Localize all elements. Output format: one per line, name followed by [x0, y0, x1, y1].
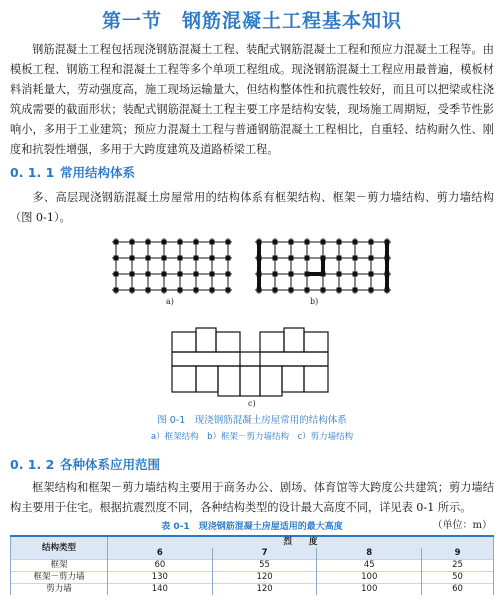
column-node	[162, 288, 167, 293]
section2-text: 框架结构和框架－剪力墙结构主要用于商务办公、剧场、体育馆等大跨度公共建筑；剪力墙结构主要用于住宅。根据抗震烈度不同，各种结构类型的设计最大高度不同，详见表 0-1 所示。	[10, 481, 494, 514]
column-node	[130, 288, 135, 293]
figure-c-label: c)	[248, 399, 256, 408]
section-heading-1	[10, 163, 135, 181]
column-node	[162, 240, 167, 245]
column-node	[114, 288, 119, 293]
column-node	[178, 240, 183, 245]
column-node	[337, 272, 342, 277]
column-node	[353, 272, 358, 277]
column-node	[337, 240, 342, 245]
column-node	[194, 288, 199, 293]
table-cell: 130	[108, 572, 213, 584]
row-type: 框架－剪力墙	[11, 572, 108, 584]
section2-paragraph	[10, 478, 494, 518]
column-node	[289, 256, 294, 261]
section1-paragraph	[10, 188, 494, 228]
table-cell: 50	[422, 572, 494, 584]
col-header-structure-type: 结构类型	[11, 536, 108, 560]
table-cell: 60	[422, 584, 494, 596]
table-cell: 120	[212, 572, 317, 584]
table-cell: 55	[212, 560, 317, 572]
figure-c-shearwall-structure	[170, 326, 330, 398]
section1-text: 多、高层现浇钢筋混凝土房屋常用的结构体系有框架结构、框架－剪力墙结构、剪力墙结构（图 0-1）。	[10, 191, 494, 224]
column-node	[146, 240, 151, 245]
max-height-table	[10, 535, 494, 595]
table-cell: 25	[422, 560, 494, 572]
table-cell: 140	[108, 584, 213, 596]
column-node	[130, 240, 135, 245]
column-node	[210, 288, 215, 293]
column-node	[210, 256, 215, 261]
table-cell: 60	[108, 560, 213, 572]
column-node	[273, 272, 278, 277]
column-node	[289, 288, 294, 293]
table-unit: （单位：m）	[432, 520, 492, 531]
column-node	[369, 272, 374, 277]
column-node	[226, 288, 231, 293]
column-node	[369, 288, 374, 293]
section-title: 常用结构体系	[60, 165, 136, 180]
column-node	[210, 240, 215, 245]
column-node	[146, 288, 151, 293]
column-node	[305, 240, 310, 245]
column-node	[273, 288, 278, 293]
table-row	[11, 572, 494, 584]
figure-b-label: b)	[310, 297, 319, 306]
figure-subcaption: a）框架结构 b）框架－剪力墙结构 c）剪力墙结构	[150, 432, 354, 442]
section-number: 0. 1. 1	[10, 165, 55, 180]
column-node	[273, 256, 278, 261]
column-node	[289, 240, 294, 245]
column-node	[114, 272, 119, 277]
column-node	[353, 288, 358, 293]
row-type: 框架	[11, 560, 108, 572]
column-node	[305, 288, 310, 293]
degree-header: 7	[212, 548, 317, 560]
figure-caption: 图 0-1 现浇钢筋混凝土房屋常用的结构体系	[157, 415, 347, 426]
column-node	[210, 272, 215, 277]
table-row	[11, 560, 494, 572]
figure-a-label: a)	[166, 297, 174, 306]
page-title: 第一节 钢筋混凝土工程基本知识	[101, 10, 402, 32]
column-node	[353, 256, 358, 261]
column-node	[226, 272, 231, 277]
column-node	[337, 256, 342, 261]
intro-paragraph	[10, 40, 494, 160]
row-type: 剪力墙	[11, 584, 108, 596]
table-cell: 120	[212, 584, 317, 596]
column-node	[146, 272, 151, 277]
degree-header: 8	[317, 548, 422, 560]
column-node	[146, 256, 151, 261]
column-node	[178, 288, 183, 293]
degree-header: 9	[422, 548, 494, 560]
column-node	[337, 288, 342, 293]
column-node	[194, 240, 199, 245]
section-heading-2	[10, 455, 160, 473]
column-node	[178, 256, 183, 261]
column-node	[194, 272, 199, 277]
column-node	[289, 272, 294, 277]
intro-text: 钢筋混凝土工程包括现浇钢筋混凝土工程、装配式钢筋混凝土工程和预应力混凝土工程等。由模板工程、钢筋工程和混凝土工程等多个单项工程组成。现浇钢筋混凝土工程应用最普遍，模板材料消耗量大，劳动强度高，施工现场运输量大，但结构整体性和抗震性较好，而且可以把梁或柱浇筑成需要的截面形状；装配式钢筋混凝土工程主要工序是结构安装，现场施工周期短，受季节性影响小，多用于工业建筑；预应力混凝土工程与普通钢筋混凝土工程相比，自重轻、结构耐久性、刚度和抗裂性增强，多用于大跨度建筑及道路桥梁工程。	[10, 43, 494, 156]
column-node	[162, 256, 167, 261]
column-node	[114, 240, 119, 245]
column-node	[114, 256, 119, 261]
column-node	[162, 272, 167, 277]
degree-header: 6	[108, 548, 213, 560]
column-node	[321, 240, 326, 245]
column-node	[226, 256, 231, 261]
table-row	[11, 584, 494, 596]
column-node	[321, 288, 326, 293]
table-title: 表 0-1 现浇钢筋混凝土房屋适用的最大高度	[161, 522, 343, 532]
column-node	[130, 272, 135, 277]
table-cell: 100	[317, 572, 422, 584]
col-header-intensity: 烈 度	[108, 536, 494, 548]
column-node	[130, 256, 135, 261]
table-cell: 100	[317, 584, 422, 596]
column-node	[194, 256, 199, 261]
column-node	[178, 272, 183, 277]
column-node	[273, 240, 278, 245]
column-node	[369, 256, 374, 261]
column-node	[305, 256, 310, 261]
table-cell: 45	[317, 560, 422, 572]
column-node	[353, 240, 358, 245]
section-title: 各种体系应用范围	[60, 457, 161, 472]
figure-b-frame-shearwall-structure	[247, 232, 397, 298]
column-node	[226, 240, 231, 245]
section-number: 0. 1. 2	[10, 457, 55, 472]
column-node	[369, 240, 374, 245]
